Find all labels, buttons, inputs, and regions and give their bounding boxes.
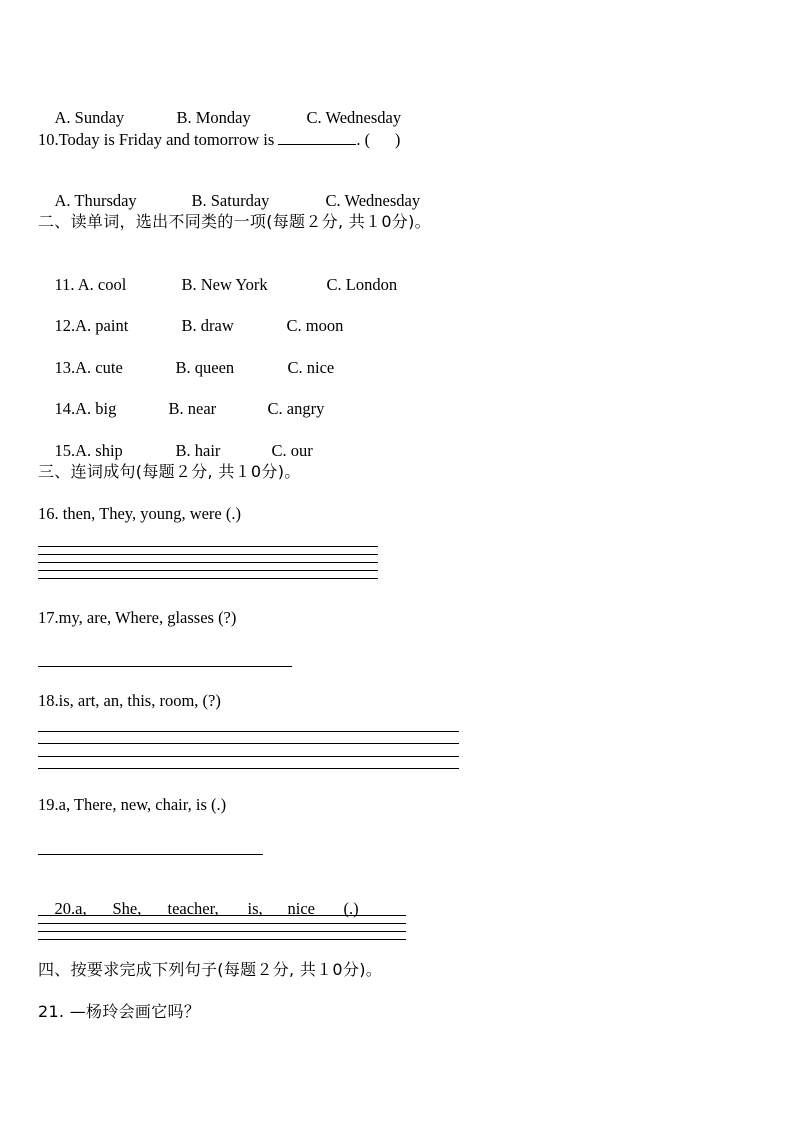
q18-answer-line-3[interactable] [38,756,459,757]
q16-answer-line-4[interactable] [38,570,378,571]
q12-option-a[interactable]: 12.A. paint [54,316,129,335]
section-3-heading: 三、连词成句(每题２分, 共１0分)。 [38,462,301,481]
q20-word-6: (.) [343,899,359,918]
q20-answer-line-3[interactable] [38,931,406,932]
q16-answer-line-5[interactable] [38,578,378,579]
q13-option-a[interactable]: 13.A. cute [54,358,123,377]
section-4-heading: 四、按要求完成下列句子(每题２分, 共１0分)。 [38,960,383,979]
q15-option-a[interactable]: 15.A. ship [54,441,123,460]
q12-option-b[interactable]: B. draw [181,316,234,335]
q19-prompt: 19.a, There, new, chair, is (.) [38,795,227,814]
q9-option-a[interactable]: A. Sunday [54,108,125,127]
q18-prompt: 18.is, art, an, this, room, (?) [38,691,221,710]
q10-blank[interactable] [278,132,356,145]
q14-option-a[interactable]: 14.A. big [54,399,117,418]
q13-option-c[interactable]: C. nice [287,358,335,377]
q19-answer-line[interactable] [38,854,263,855]
q20-answer-line-2[interactable] [38,923,406,924]
q13-option-b[interactable]: B. queen [175,358,235,377]
q12-option-c[interactable]: C. moon [286,316,344,335]
q20-word-3: teacher, [167,899,219,918]
q18-answer-line-1[interactable] [38,731,459,732]
q16-answer-line-3[interactable] [38,562,378,563]
q10-question [38,130,400,150]
q20-word-5: nice [287,899,315,918]
q16-prompt: 16. then, They, young, were (.) [38,504,241,523]
q11-option-c[interactable]: C. London [326,275,398,294]
section-2-heading: 二、读单词，选出不同类的一项(每题２分, 共１0分)。 [38,212,431,231]
q10-option-c[interactable]: C. Wednesday [325,191,421,210]
q11-option-b[interactable]: B. New York [181,275,268,294]
q14-option-b[interactable]: B. near [168,399,217,418]
q20-word-4: is, [247,899,263,918]
q11-option-a[interactable]: 11. A. cool [54,275,127,294]
q18-answer-line-2[interactable] [38,743,459,744]
q16-answer-line-2[interactable] [38,554,378,555]
q10-option-a[interactable]: A. Thursday [54,191,137,210]
q15-option-c[interactable]: C. our [271,441,313,460]
q20-prompt [38,879,359,939]
q10-answer-parens: . ( ) [356,130,401,149]
q15-option-b[interactable]: B. hair [175,441,221,460]
q14-option-c[interactable]: C. angry [267,399,325,418]
q18-answer-line-4[interactable] [38,768,459,769]
q20-answer-line-1[interactable] [38,915,406,916]
q20-answer-line-4[interactable] [38,939,406,940]
q9-option-b[interactable]: B. Monday [176,108,251,127]
q10-text: 10.Today is Friday and tomorrow is [38,130,279,149]
q17-answer-line[interactable] [38,666,292,667]
q9-option-c[interactable]: C. Wednesday [306,108,402,127]
q20-word-2: She, [112,899,142,918]
q21-prompt: 21. —杨玲会画它吗？ [38,1002,201,1021]
q17-prompt: 17.my, are, Where, glasses (?) [38,608,237,627]
q10-option-b[interactable]: B. Saturday [191,191,270,210]
q16-answer-line-1[interactable] [38,546,378,547]
q20-word-1: 20.a, [54,899,87,918]
